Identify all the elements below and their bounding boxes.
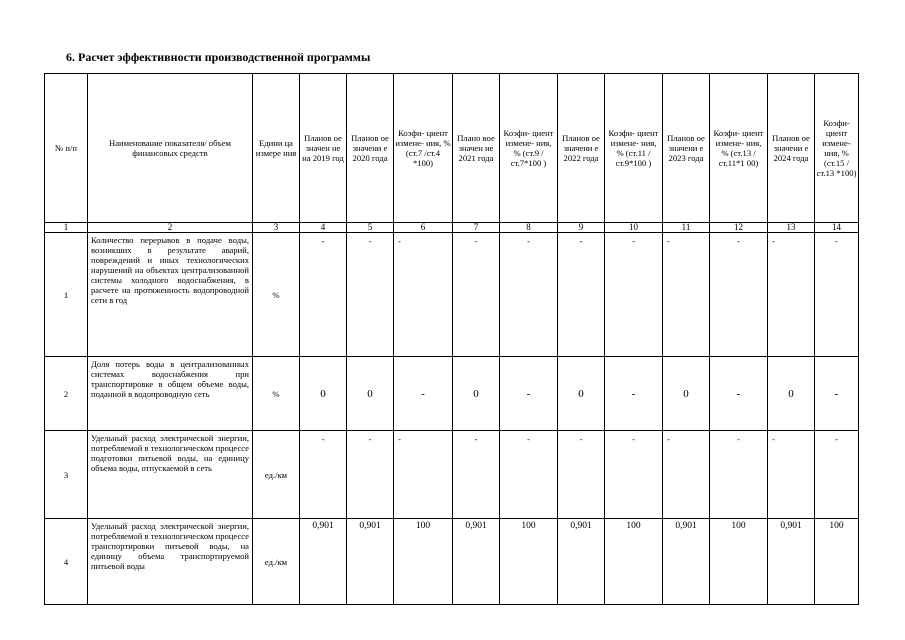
column-number: 6 (394, 223, 453, 233)
value-cell: - (815, 233, 859, 357)
table-row (45, 431, 859, 519)
value-cell: 0 (453, 357, 500, 431)
value-cell: - (605, 357, 663, 431)
row-number: 1 (45, 233, 88, 357)
value-cell: - (453, 431, 500, 519)
column-number: 5 (347, 223, 394, 233)
header-cell: Планов ое значени е 2022 года (558, 74, 605, 223)
header-cell: Коэфи- циент измене- ния, % (ст.7 /ст.4 *100) (394, 74, 453, 223)
value-cell: - (663, 431, 710, 519)
header-cell: № п/п (45, 74, 88, 223)
header-cell: Плано вое значен ие 2021 года (453, 74, 500, 223)
value-cell: - (663, 233, 710, 357)
column-number: 4 (300, 223, 347, 233)
header-cell: Планов ое значени е 2024 года (768, 74, 815, 223)
value-cell: - (500, 233, 558, 357)
value-cell: 0,901 (300, 519, 347, 605)
column-number: 13 (768, 223, 815, 233)
indicator-name: Удельный расход электрической энергии, потребляемой в технологическом процессе транспортировки питьевой воды, на единицу объема транспортируемой питьевой воды (88, 519, 253, 605)
value-cell: 0,901 (558, 519, 605, 605)
value-cell: - (500, 431, 558, 519)
value-cell: - (815, 357, 859, 431)
value-cell: 0 (663, 357, 710, 431)
value-cell: - (500, 357, 558, 431)
column-number: 7 (453, 223, 500, 233)
value-cell: - (768, 233, 815, 357)
value-cell: - (394, 233, 453, 357)
value-cell: - (768, 431, 815, 519)
value-cell: - (558, 233, 605, 357)
value-cell: 100 (710, 519, 768, 605)
table-row (45, 233, 859, 357)
column-number: 12 (710, 223, 768, 233)
header-cell: Коэфи- циент измене- ния, % (ст.11 /ст.9*100 ) (605, 74, 663, 223)
header-cell: Наименование показателя/ объем финансовых средств (88, 74, 253, 223)
indicator-name: Удельный расход электрической энергии, потребляемой в технологическом процессе подготовки питьевой воды, на единицу объема воды, отпускаемой в сеть (88, 431, 253, 519)
table-row (45, 519, 859, 605)
unit-cell: ед./км (253, 519, 300, 605)
value-cell: 0 (768, 357, 815, 431)
header-cell: Коэфи- циент измене- ния, % (ст.15 /ст.13 *100) (815, 74, 859, 223)
header-cell: Планов ое значени е 2023 года (663, 74, 710, 223)
value-cell: - (558, 431, 605, 519)
value-cell: 100 (605, 519, 663, 605)
row-number: 3 (45, 431, 88, 519)
value-cell: - (605, 233, 663, 357)
value-cell: - (453, 233, 500, 357)
row-number: 2 (45, 357, 88, 431)
unit-cell: % (253, 233, 300, 357)
column-number: 1 (45, 223, 88, 233)
header-cell: Едини ца измере ния (253, 74, 300, 223)
value-cell: 0,901 (453, 519, 500, 605)
efficiency-table (44, 73, 859, 605)
header-cell: Планов ое значен не на 2019 год (300, 74, 347, 223)
column-number: 10 (605, 223, 663, 233)
value-cell: 100 (394, 519, 453, 605)
unit-cell: ед./км (253, 431, 300, 519)
value-cell: - (347, 431, 394, 519)
value-cell: - (710, 233, 768, 357)
unit-cell: % (253, 357, 300, 431)
value-cell: 100 (500, 519, 558, 605)
value-cell: - (300, 233, 347, 357)
column-number: 14 (815, 223, 859, 233)
value-cell: 100 (815, 519, 859, 605)
value-cell: 0 (300, 357, 347, 431)
header-cell: Коэфи- циент измене- ния, % (ст.13 /ст.11*1 00) (710, 74, 768, 223)
value-cell: - (710, 431, 768, 519)
header-cell: Коэфи- циент измене- ния, % (ст.9 /ст.7*100 ) (500, 74, 558, 223)
row-number: 4 (45, 519, 88, 605)
column-number: 8 (500, 223, 558, 233)
value-cell: - (394, 357, 453, 431)
column-number: 3 (253, 223, 300, 233)
value-cell: 0,901 (347, 519, 394, 605)
value-cell: - (347, 233, 394, 357)
header-cell: Планов ое значени е 2020 года (347, 74, 394, 223)
value-cell: - (605, 431, 663, 519)
table-row (45, 357, 859, 431)
indicator-name: Количество перерывов в подаче воды, возникших в результате аварий, повреждений и иных технологических нарушений на объектах централизованной системы холодного водоснабжения, в расчете на протяженность водопроводной сети в год (88, 233, 253, 357)
header-row (45, 74, 859, 223)
section-title: 6. Расчет эффективности производственной программы (66, 50, 371, 64)
value-cell: 0,901 (663, 519, 710, 605)
value-cell: 0 (558, 357, 605, 431)
indicator-name: Доля потерь воды в централизованных системах водоснабжения при транспортировке в общем объеме воды, поданной в водопроводную сеть (88, 357, 253, 431)
column-number-row (45, 223, 859, 233)
value-cell: - (394, 431, 453, 519)
column-number: 9 (558, 223, 605, 233)
value-cell: - (710, 357, 768, 431)
value-cell: 0,901 (768, 519, 815, 605)
value-cell: 0 (347, 357, 394, 431)
column-number: 2 (88, 223, 253, 233)
column-number: 11 (663, 223, 710, 233)
value-cell: - (815, 431, 859, 519)
value-cell: - (300, 431, 347, 519)
